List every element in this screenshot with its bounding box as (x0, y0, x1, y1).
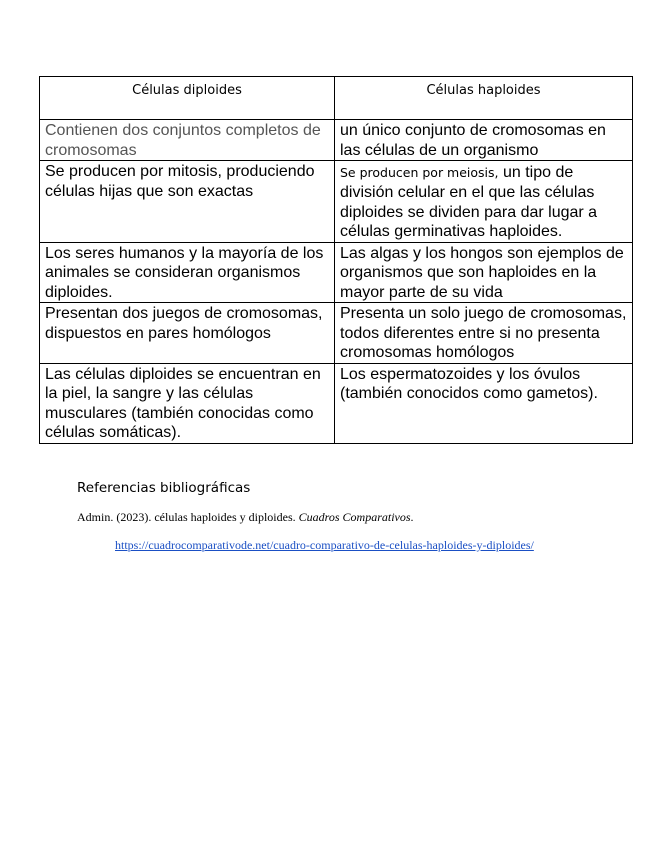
table-row (40, 303, 633, 364)
cell-haploid-sets: un único conjunto de cromosomas en las células de un organismo (335, 120, 633, 161)
cell-diploid-mitosis: Se producen por mitosis, produciendo células hijas que son exactas (40, 161, 335, 243)
citation-prefix: Admin. (2023). células haploides y diploides. (77, 510, 299, 524)
cell-diploid-location: Las células diploides se encuentran en la piel, la sangre y las células musculares (también conocidas como células somáticas). (40, 363, 335, 443)
header-diploid: Células diploides (40, 77, 335, 120)
header-haploid: Células haploides (335, 77, 633, 120)
table-row (40, 120, 633, 161)
comparison-table (39, 76, 633, 444)
table-header-row (40, 77, 633, 120)
cell-haploid-single-set: Presenta un solo juego de cromosomas, todos diferentes entre si no presenta cromosomas homólogos (335, 303, 633, 364)
cell-haploid-meiosis-lead: Se producen por meiosis, (340, 165, 499, 180)
cell-haploid-organisms: Las algas y los hongos son ejemplos de organismos que son haploides en la mayor parte de su vida (335, 242, 633, 303)
cell-haploid-gametes: Los espermatozoides y los óvulos (también conocidos como gametos). (335, 363, 633, 443)
table-row (40, 242, 633, 303)
citation-source: Cuadros Comparativos (298, 510, 411, 524)
cell-diploid-sets: Contienen dos conjuntos completos de cromosomas (40, 120, 335, 161)
table-row (40, 161, 633, 243)
reference-link[interactable]: https://cuadrocomparativode.net/cuadro-comparativo-de-celulas-haploides-y-diploides/ (115, 538, 534, 552)
cell-diploid-chromosome-pairs: Presentan dos juegos de cromosomas, dispuestos en pares homólogos (40, 303, 335, 364)
references-title: Referencias bibliográficas (77, 480, 251, 496)
cell-diploid-organisms: Los seres humanos y la mayoría de los animales se consideran organismos diploides. (40, 242, 335, 303)
cell-haploid-meiosis-rest: un tipo de división celular en el que las células diploides se dividen para dar lugar a células germinativas haploides. (340, 164, 598, 240)
table-row (40, 363, 633, 443)
cell-haploid-meiosis (335, 161, 633, 243)
citation-suffix: . (410, 510, 414, 524)
reference-citation (77, 510, 414, 525)
